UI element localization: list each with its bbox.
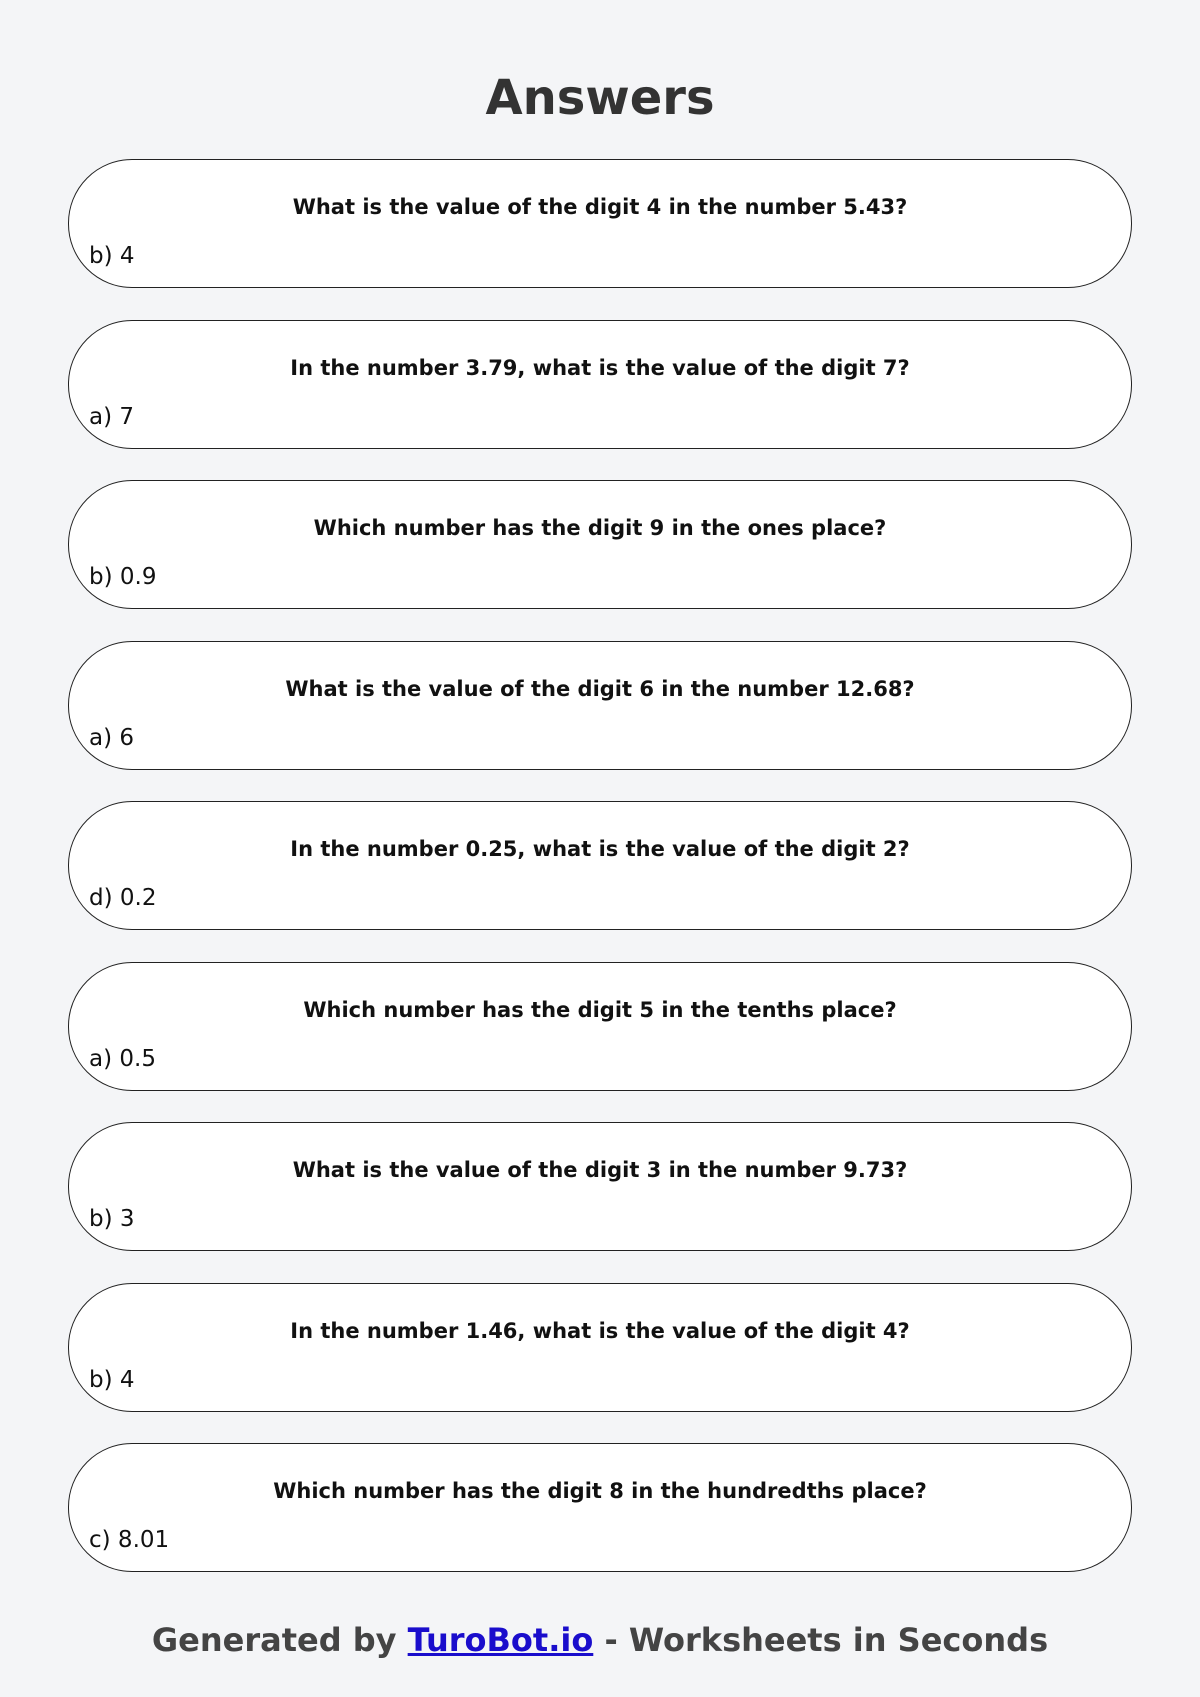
answer-card-5 (68, 801, 1132, 930)
question-text: Which number has the digit 9 in the ones place? (313, 516, 887, 540)
footer-suffix: - Worksheets in Seconds (593, 1621, 1049, 1659)
answer-text: b) 3 (89, 1206, 135, 1232)
answer-card-4 (68, 641, 1132, 770)
question-text: Which number has the digit 5 in the tenths place? (303, 997, 897, 1022)
answer-card-6 (68, 962, 1132, 1091)
question-text: What is the value of the digit 6 in the number 12.68? (285, 676, 915, 701)
answer-text: b) 0.9 (89, 564, 157, 590)
answer-list (68, 159, 1132, 1604)
page-title: Answers (485, 70, 715, 126)
answer-text: a) 7 (89, 403, 135, 430)
answer-card-2 (68, 320, 1132, 449)
answer-text: b) 4 (89, 243, 135, 269)
answer-text: d) 0.2 (89, 885, 157, 911)
answer-text: a) 0.5 (89, 1045, 156, 1072)
answer-text: b) 4 (89, 1366, 135, 1393)
footer (0, 1620, 1200, 1660)
answer-card-1 (68, 159, 1132, 288)
question-text: What is the value of the digit 3 in the number 9.73? (292, 1158, 908, 1182)
answer-card-7 (68, 1122, 1132, 1251)
turobot-link[interactable]: TuroBot.io (407, 1621, 594, 1659)
answer-card-8 (68, 1283, 1132, 1412)
question-text: In the number 3.79, what is the value of the digit 7? (290, 355, 910, 380)
footer-prefix: Generated by (151, 1621, 408, 1659)
answer-card-3 (68, 480, 1132, 609)
answer-text: a) 6 (89, 724, 135, 751)
question-text: In the number 1.46, what is the value of the digit 4? (290, 1318, 910, 1343)
answer-card-9 (68, 1443, 1132, 1572)
question-text: What is the value of the digit 4 in the number 5.43? (292, 195, 908, 219)
question-text: Which number has the digit 8 in the hundredths place? (273, 1479, 927, 1503)
answer-text: c) 8.01 (89, 1527, 170, 1553)
question-text: In the number 0.25, what is the value of the digit 2? (290, 837, 910, 861)
